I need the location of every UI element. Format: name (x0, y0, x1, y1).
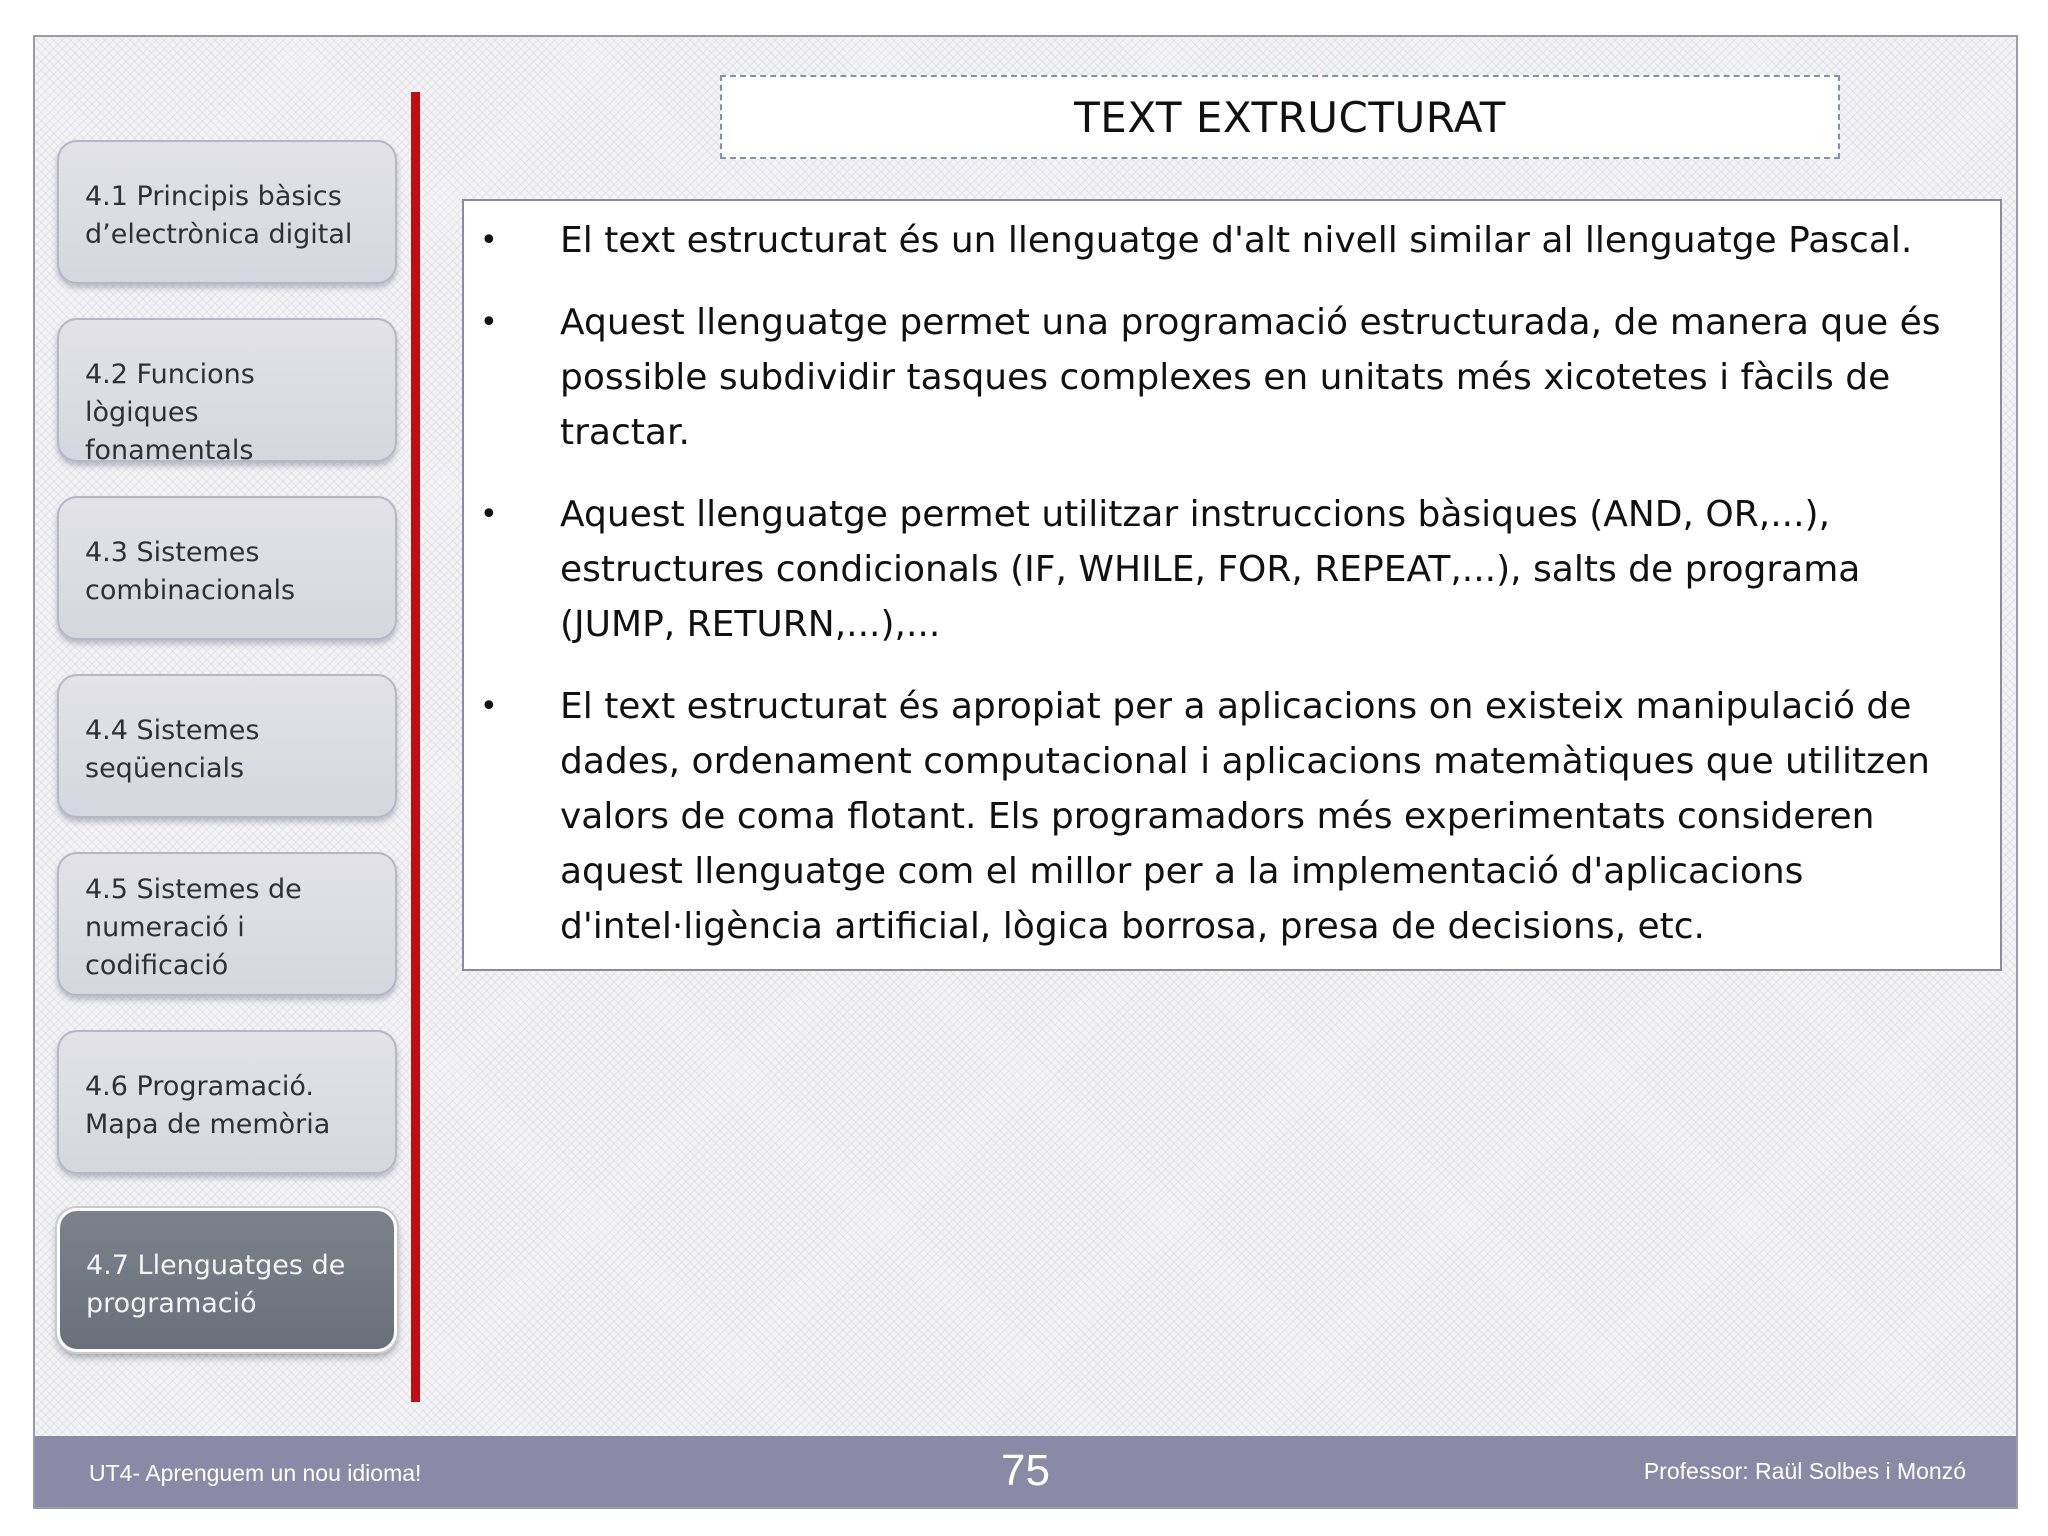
sidebar-item-programacio-mapa-memoria[interactable] (57, 1030, 397, 1174)
sidebar-item-label: seqüencials (85, 753, 245, 784)
sidebar-item-sistemes-sequencials[interactable] (57, 674, 397, 818)
sidebar-item-label: 4.1 Principis bàsics (85, 181, 342, 212)
slide (33, 35, 2018, 1509)
sidebar-item-label: fonamentals (85, 435, 254, 466)
bullet-text: Aquest llenguatge permet una programació estructurada, de manera que és possible subdividir tasques complexes en unitats més xicotetes i fàcils de tractar. (560, 302, 1941, 453)
sidebar-item-label: numeració i (85, 912, 245, 943)
sidebar-item-label: 4.4 Sistemes (85, 715, 260, 746)
list-item (480, 487, 1970, 652)
list-item (480, 213, 1970, 268)
footer-author: Professor: Raül Solbes i Monzó (1643, 1458, 1966, 1484)
sidebar-item-label: Mapa de memòria (85, 1109, 331, 1140)
content-box (462, 199, 2002, 971)
bullet-icon: • (480, 497, 498, 532)
sidebar-item-label: 4.5 Sistemes de (85, 874, 302, 905)
sidebar-item-label: 4.7 Llenguatges de (86, 1250, 346, 1281)
bullet-icon: • (480, 305, 498, 340)
bullet-text: Aquest llenguatge permet utilitzar instruccions bàsiques (AND, OR,...), estructures condicionals (IF, WHILE, FOR, REPEAT,...), salts de programa (JUMP, RETURN,...),... (560, 494, 1861, 645)
bullet-text: El text estructurat és apropiat per a aplicacions on existeix manipulació de dades, ordenament computacional i aplicacions matemàtiques que utilitzen valors de coma flotant. Els programadors més experimentats consideren aquest llenguatge com el millor per a la implementació d'aplicacions d'intel·ligència artificial, lògica borrosa, presa de decisions, etc. (560, 686, 1930, 947)
sidebar-item-llenguatges-programacio[interactable] (57, 1208, 397, 1352)
bullet-icon: • (480, 223, 498, 258)
sidebar-item-principis-basics[interactable] (57, 140, 397, 284)
list-item (480, 295, 1970, 460)
footer (35, 1436, 2016, 1509)
sidebar-item-sistemes-numeracio[interactable] (57, 852, 397, 996)
sidebar-item-label: combinacionals (85, 575, 296, 606)
bullet-list (464, 201, 2000, 954)
sidebar-item-label: d’electrònica digital (85, 219, 353, 250)
page-title: TEXT EXTRUCTURAT (1074, 92, 1506, 142)
sidebar-item-label: programació (86, 1288, 257, 1319)
page-number: 75 (1001, 1446, 1050, 1495)
sidebar-item-label: 4.2 Funcions lògiques (85, 359, 255, 428)
footer-unit-title: UT4- Aprenguem un nou idioma! (89, 1460, 422, 1486)
sidebar-item-sistemes-combinacionals[interactable] (57, 496, 397, 640)
sidebar-item-funcions-logiques[interactable] (57, 318, 397, 466)
sidebar-item-label: 4.3 Sistemes (85, 537, 260, 568)
sidebar-item-label: 4.6 Programació. (85, 1071, 314, 1102)
list-item (480, 679, 1970, 954)
sidebar-divider (411, 92, 420, 1402)
sidebar-item-label: codificació (85, 950, 229, 981)
title-box (720, 75, 1840, 159)
bullet-text: El text estructurat és un llenguatge d'alt nivell similar al llenguatge Pascal. (560, 220, 1913, 261)
bullet-icon: • (480, 689, 498, 724)
